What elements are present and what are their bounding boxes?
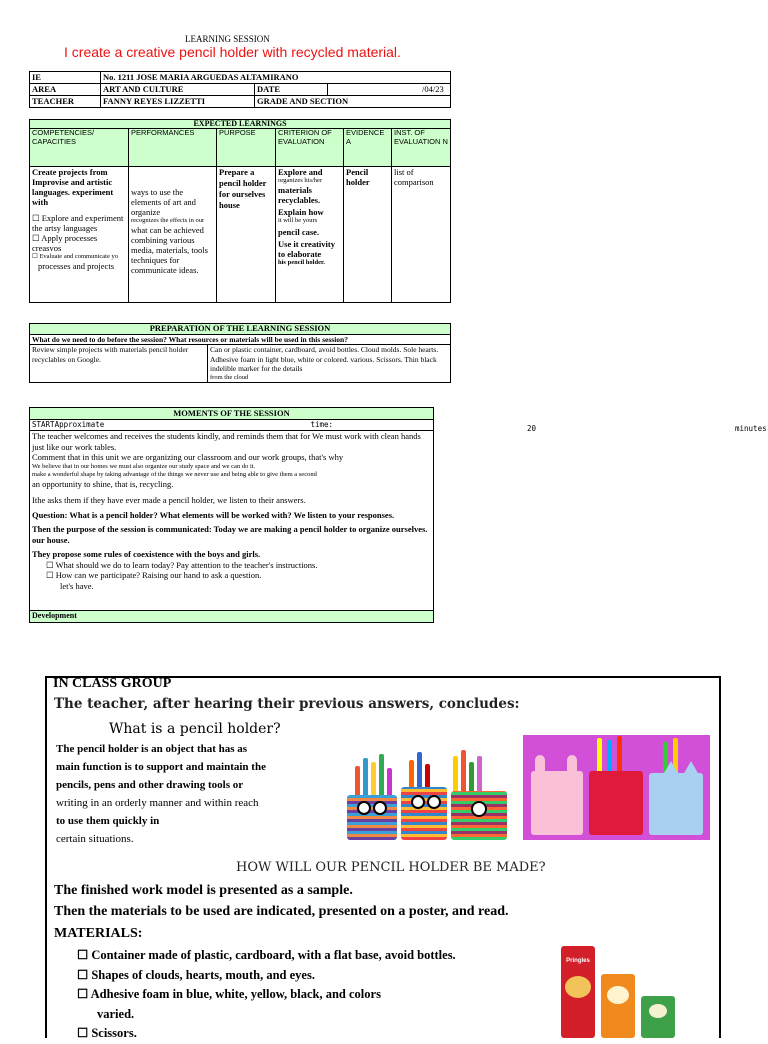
moment-paragraph: make a wonderful shape by taking advantage of the things we never use and being able to give them a second	[32, 470, 317, 478]
pringles-cans-image	[559, 946, 709, 1038]
how-made-heading: HOW WILL OUR PENCIL HOLDER BE MADE?	[236, 860, 546, 875]
moment-rule: ☐ What should we do to learn today? Pay attention to the teacher's instructions.	[46, 559, 318, 570]
animal-pencil-holders-image	[523, 735, 710, 840]
preparation-right: Can or plastic container, cardboard, avoid bottles. Cloud molds. Sole hearts. Adhesive foam in light blue, white or colored. various. Scissors. Thin black indelible marker for the details	[210, 345, 439, 373]
col-criterion: CRITERION OF EVALUATION	[276, 129, 344, 167]
moment-paragraph: Ithe asks them if they have ever made a pencil holder, we listen to their answers.	[32, 495, 306, 505]
material-item: ☐ Shapes of clouds, hearts, mouth, and eyes.	[77, 967, 315, 982]
instruction-line: Then the materials to be used are indicated, presented on a poster, and read.	[54, 904, 509, 919]
moment-rule: ☐ How can we participate? Raising our hand to ask a question.	[46, 570, 262, 580]
teacher-label: TEACHER	[30, 96, 101, 108]
moment-paragraph: We believe that in our homes we must also organize our study space and we can do it.	[32, 462, 256, 470]
materials-heading: MATERIALS:	[54, 926, 143, 941]
document-title: I create a creative pencil holder with recycled material.	[64, 44, 401, 60]
ie-value: No. 1211 JOSE MARIA ARGUEDAS ALTAMIRANO	[101, 72, 451, 84]
material-item: varied.	[97, 1006, 135, 1021]
preparation-title: PREPARATION OF THE LEARNING SESSION	[30, 324, 451, 335]
criterion-text: his pencil holder.	[278, 259, 325, 266]
definition-line: writing in an orderly manner and within reach	[56, 797, 259, 809]
time-label: time:	[310, 419, 334, 429]
expected-learnings-table	[29, 119, 451, 303]
moments-title: MOMENTS OF THE SESSION	[30, 408, 434, 420]
definition-line: The pencil holder is an object that has as	[56, 743, 248, 755]
minutes-label: minutes	[735, 424, 767, 433]
development-label: Development	[30, 611, 434, 623]
criterion-text: it will be yours	[278, 217, 318, 224]
competency-item: processes and projects	[38, 261, 115, 271]
competency-item: ☐ Apply processes creasvos	[32, 233, 98, 253]
start-label: STARTApproximate	[32, 419, 105, 429]
ie-label: IE	[30, 72, 101, 84]
criterion-text: Explain how	[278, 207, 324, 217]
col-evidence: EVIDENCE A	[344, 129, 392, 167]
class-group-heading: IN CLASS GROUP	[53, 676, 172, 691]
criterion-text: materials recyclables.	[278, 185, 321, 205]
competency-item: ☐ Evaluate and communicate yo	[32, 253, 118, 260]
definition-line: certain situations.	[56, 833, 134, 845]
teacher-value: FANNY REYES LIZZETTI	[101, 96, 255, 108]
col-instrument: INST. OF EVALUATION N	[392, 129, 451, 167]
can-label: Pringles	[566, 958, 590, 964]
definition-line: to use them quickly in	[56, 815, 160, 827]
material-item: ☐ Scissors.	[77, 1026, 137, 1040]
competency-title: Create projects from Improvise and artistic languages. experiment with	[32, 167, 114, 207]
class-group-intro: The teacher, after hearing their previous answers, concludes:	[54, 696, 520, 712]
definition-line: main function is to support and maintain the	[56, 761, 266, 773]
area-label: AREA	[30, 84, 101, 96]
moment-rule: let's have.	[60, 580, 94, 591]
date-label: DATE	[255, 84, 328, 96]
competency-item: ☐ Explore and experiment the artsy languages	[32, 213, 124, 233]
definition-line: pencils, pens and other drawing tools or	[56, 779, 244, 791]
performance-text: recognizes the effects in our	[131, 217, 205, 224]
col-purpose: PURPOSE	[217, 129, 276, 167]
preparation-right-note: from the cloud	[210, 373, 249, 381]
area-value: ART AND CULTURE	[101, 84, 255, 96]
date-value: /04/23	[328, 84, 451, 96]
criterion-text: organizes his/her	[278, 177, 323, 184]
grade-section-label: GRADE AND SECTION	[255, 96, 451, 108]
moments-table	[29, 407, 434, 623]
minutes-value: 20	[527, 424, 537, 433]
moment-paragraph: The teacher welcomes and receives the students kindly, and reminds them that for We must work with clean hands just like our work tables.	[32, 431, 421, 452]
yarn-pencil-holders-image	[343, 735, 519, 840]
performance-text: what can be achieved combining various	[131, 225, 204, 245]
class-group-box	[45, 676, 721, 1038]
pencil-holder-question: What is a pencil holder?	[109, 721, 281, 737]
document-label: LEARNING SESSION	[185, 34, 270, 44]
moment-rules-title: They propose some rules of coexistence with the boys and girls.	[32, 549, 261, 559]
moment-purpose: Then the purpose of the session is communicated: Today we are making a pencil holder to organize ourselves. our house.	[32, 524, 428, 545]
material-item: ☐ Container made of plastic, cardboard, with a flat base, avoid bottles.	[77, 948, 456, 962]
preparation-question: What do we need to do before the session? What resources or materials will be used in this session?	[30, 334, 451, 345]
evidence-text: Pencil holder	[344, 167, 392, 303]
moment-paragraph: an opportunity to shine, that is, recycling.	[32, 478, 174, 489]
performance-text: media, materials, tools techniques for communicate ideas.	[131, 245, 208, 275]
preparation-table	[29, 323, 451, 383]
preparation-left: Review simple projects with materials pencil holder recyclables on Google.	[30, 345, 208, 383]
criterion-text: Use it creativity to elaborate	[278, 239, 335, 259]
instruction-line: The finished work model is presented as a sample.	[54, 883, 353, 898]
moment-question: Question: What is a pencil holder? What elements will be worked with? We listen to your responses.	[32, 509, 395, 520]
performance-text: ways to use the elements of art and organize	[131, 187, 196, 217]
criterion-text: pencil case.	[278, 227, 320, 237]
criterion-text: Explore and	[278, 167, 323, 177]
col-performances: PERFORMANCES	[129, 129, 217, 167]
col-competencies: COMPETENCIES/ CAPACITIES	[30, 129, 129, 167]
info-table	[29, 71, 451, 108]
material-item: ☐ Adhesive foam in blue, white, yellow, black, and colors	[77, 987, 381, 1001]
instrument-text: list of comparison	[392, 167, 451, 303]
moment-paragraph: Comment that in this unit we are organizing our classroom and our work groups, that's why	[32, 452, 344, 462]
expected-title: EXPECTED LEARNINGS	[30, 120, 451, 129]
purpose-text: Prepare a pencil holder for ourselves house	[217, 167, 276, 303]
